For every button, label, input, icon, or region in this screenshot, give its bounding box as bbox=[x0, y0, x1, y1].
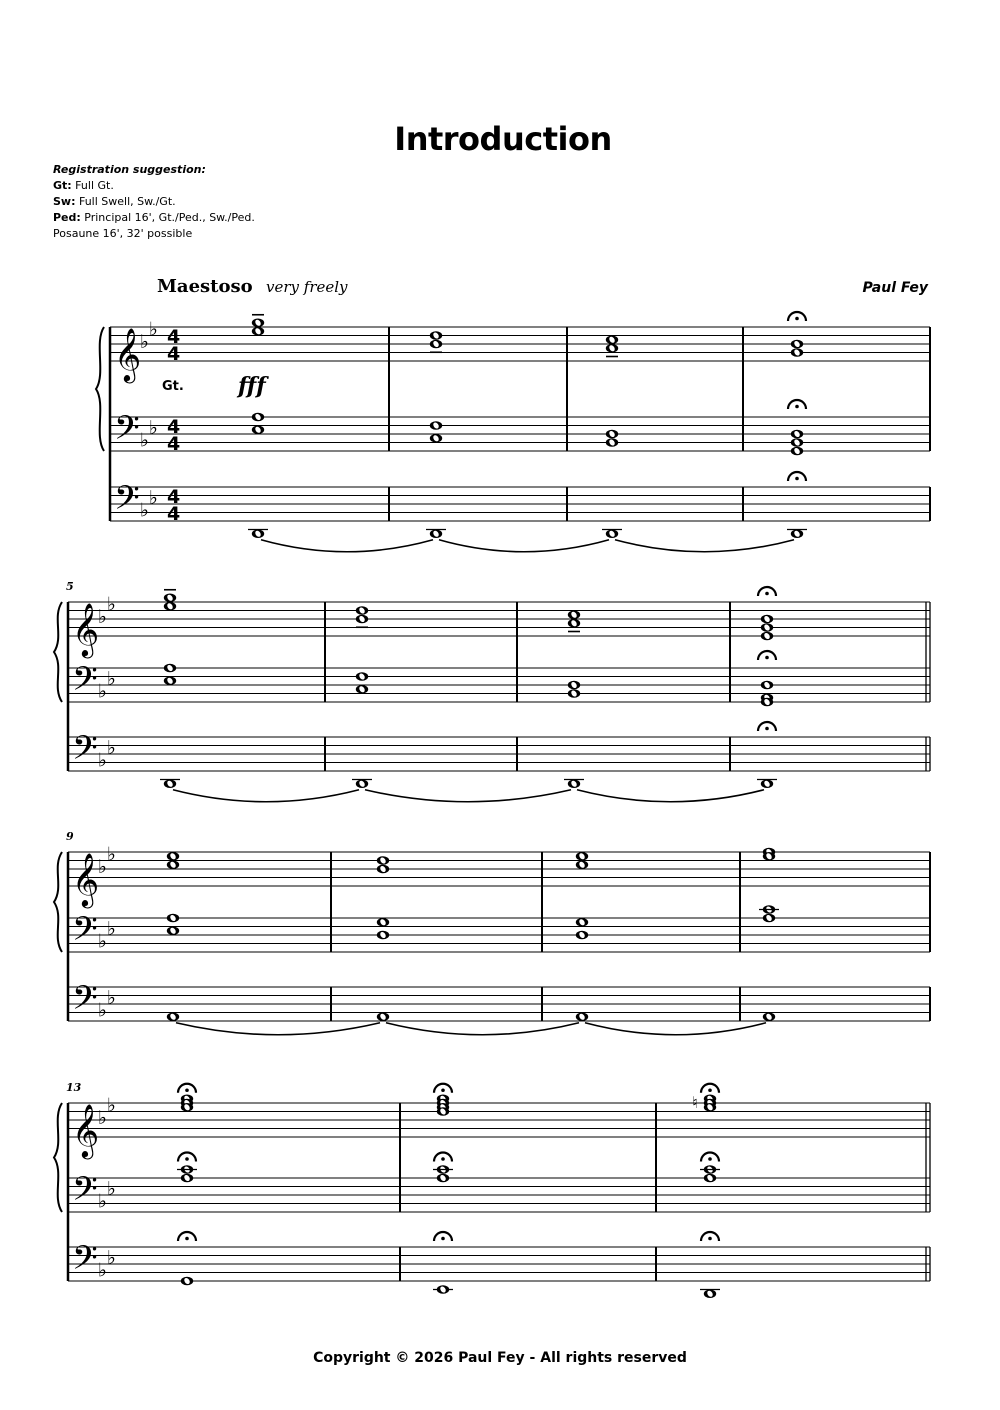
flat-icon: ♭ bbox=[98, 606, 107, 628]
tie bbox=[173, 790, 359, 802]
treble-clef-icon: 𝄞 bbox=[114, 327, 142, 381]
bass-clef-icon: 𝄢 bbox=[72, 1239, 98, 1286]
registration-text: Principal 16', Gt./Ped., Sw./Ped. bbox=[80, 211, 255, 224]
measure bbox=[248, 315, 433, 552]
measure bbox=[426, 331, 609, 552]
measure-number: 13 bbox=[66, 1081, 82, 1094]
flat-icon: ♭ bbox=[98, 999, 107, 1022]
brace-icon bbox=[54, 1103, 62, 1212]
flat-icon: ♭ bbox=[140, 499, 149, 522]
bass-clef-icon: 𝄢 bbox=[72, 660, 98, 707]
measure bbox=[377, 856, 579, 1035]
time-signature-numerator: 4 bbox=[167, 486, 181, 508]
natural-icon: ♮ bbox=[692, 1093, 698, 1112]
flat-icon: ♭ bbox=[149, 318, 158, 341]
registration-text: Full Swell, Sw./Gt. bbox=[75, 195, 176, 208]
measure bbox=[692, 1084, 720, 1298]
bass-clef-icon: 𝄢 bbox=[72, 979, 98, 1026]
registration-heading: Registration suggestion: bbox=[53, 163, 206, 176]
tie bbox=[577, 790, 764, 802]
treble-clef-icon: 𝄞 bbox=[72, 602, 100, 656]
bass-clef-icon: 𝄢 bbox=[72, 1170, 98, 1217]
tie bbox=[365, 790, 571, 802]
system-2 bbox=[54, 580, 930, 802]
system-4 bbox=[54, 1081, 930, 1298]
measure-number: 9 bbox=[66, 830, 74, 843]
flat-icon: ♭ bbox=[107, 736, 116, 759]
system-1 bbox=[96, 312, 930, 552]
flat-icon: ♭ bbox=[107, 593, 116, 616]
flat-icon: ♭ bbox=[107, 917, 116, 940]
registration-label: Gt: bbox=[53, 179, 72, 192]
tie bbox=[439, 540, 609, 552]
treble-clef-icon: 𝄞 bbox=[72, 1103, 100, 1157]
flat-icon: ♭ bbox=[107, 986, 116, 1009]
time-signature-denominator: 4 bbox=[167, 343, 181, 365]
bass-clef-icon: 𝄢 bbox=[114, 479, 140, 526]
tempo-modifier: very freely bbox=[266, 278, 348, 296]
flat-icon: ♭ bbox=[98, 930, 107, 953]
brace-icon bbox=[54, 602, 62, 702]
bass-clef-icon: 𝄢 bbox=[72, 729, 98, 776]
registration-text: Posaune 16', 32' possible bbox=[53, 227, 193, 240]
flat-icon: ♭ bbox=[140, 429, 149, 452]
flat-icon: ♭ bbox=[98, 1259, 107, 1282]
flat-icon: ♭ bbox=[140, 331, 149, 353]
flat-icon: ♭ bbox=[149, 486, 158, 509]
flat-icon: ♭ bbox=[107, 667, 116, 690]
tempo-marking: Maestoso bbox=[157, 276, 253, 297]
treble-clef-icon: 𝄞 bbox=[72, 852, 100, 906]
registration-label: Sw: bbox=[53, 195, 76, 208]
measure bbox=[160, 590, 359, 802]
measure-number: 5 bbox=[66, 580, 74, 593]
tie bbox=[261, 540, 433, 552]
system-3 bbox=[54, 830, 930, 1035]
flat-icon: ♭ bbox=[107, 1246, 116, 1269]
measure bbox=[564, 610, 764, 801]
registration-text: Full Gt. bbox=[71, 179, 114, 192]
measure bbox=[602, 335, 794, 551]
flat-icon: ♭ bbox=[107, 1094, 116, 1117]
tie bbox=[176, 1023, 380, 1035]
tie bbox=[585, 1023, 766, 1035]
page-title: Introduction bbox=[394, 120, 612, 158]
flat-icon: ♭ bbox=[98, 856, 107, 878]
flat-icon: ♭ bbox=[98, 1190, 107, 1213]
measure bbox=[433, 1084, 453, 1294]
composer-name: Paul Fey bbox=[862, 280, 928, 296]
time-signature-denominator: 4 bbox=[167, 503, 181, 525]
time-signature-numerator: 4 bbox=[167, 326, 181, 348]
flat-icon: ♭ bbox=[107, 1177, 116, 1200]
dynamic-marking: fff bbox=[238, 373, 266, 399]
tie bbox=[386, 1023, 579, 1035]
copyright-footer: Copyright © 2026 Paul Fey - All rights reserved bbox=[313, 1350, 687, 1366]
bass-clef-icon: 𝄢 bbox=[72, 910, 98, 957]
tie bbox=[615, 540, 794, 552]
time-signature-numerator: 4 bbox=[167, 416, 181, 438]
flat-icon: ♭ bbox=[98, 1107, 107, 1129]
flat-icon: ♭ bbox=[149, 416, 158, 439]
flat-icon: ♭ bbox=[98, 749, 107, 772]
manual-label: Gt. bbox=[162, 379, 184, 394]
flat-icon: ♭ bbox=[98, 680, 107, 703]
measure bbox=[757, 587, 777, 788]
time-signature-denominator: 4 bbox=[167, 433, 181, 455]
brace-icon bbox=[96, 327, 104, 451]
flat-icon: ♭ bbox=[107, 843, 116, 866]
brace-icon bbox=[54, 852, 62, 952]
bass-clef-icon: 𝄢 bbox=[114, 409, 140, 456]
registration-label: Ped: bbox=[53, 211, 81, 224]
